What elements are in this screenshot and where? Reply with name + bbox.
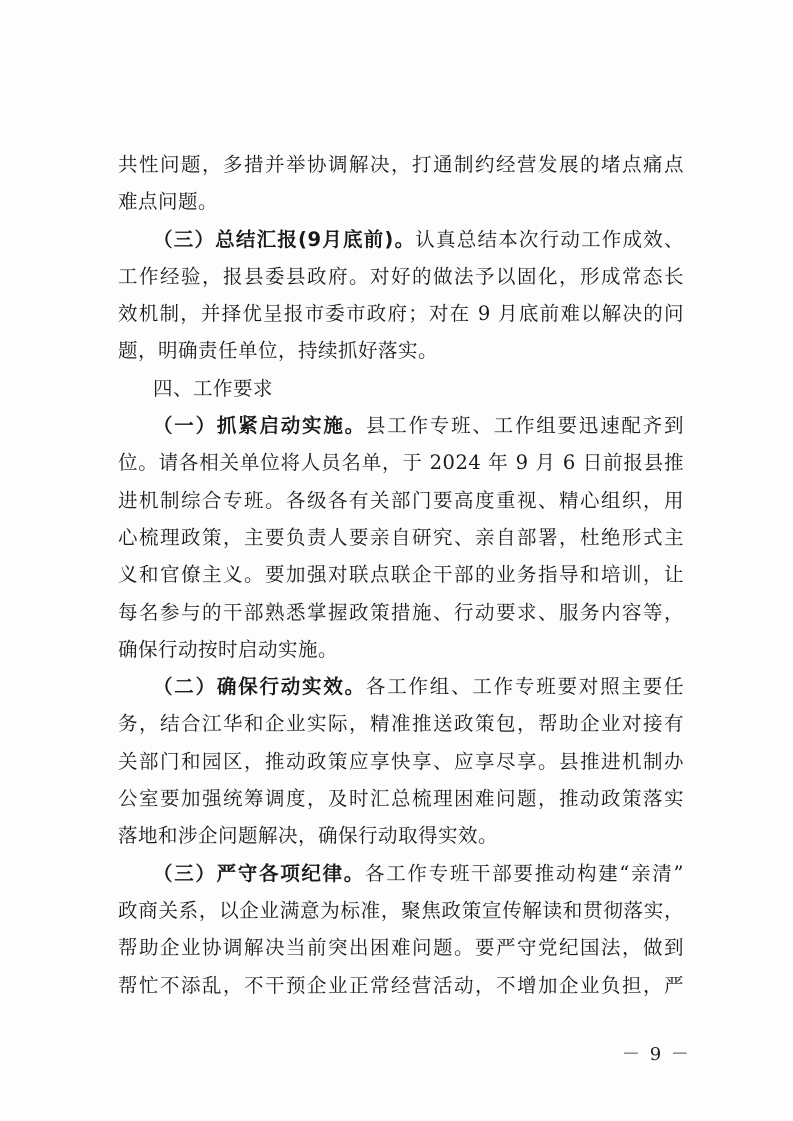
paragraph-first-line <box>118 221 684 258</box>
text-run: 各工作组、工作专班要对照主要任 <box>365 675 684 699</box>
text-line: 公室要加强统筹调度，及时汇总梳理困难问题，推动政策落实 <box>118 787 684 811</box>
text-line: 帮忙不添乱，不干预企业正常经营活动，不增加企业负担，严 <box>118 973 684 997</box>
document-body <box>118 146 684 1004</box>
text-line: 政商关系，以企业满意为标准，聚焦政策宣传解读和贯彻落实， <box>118 898 684 922</box>
text-line: 效机制，并择优呈报市委市政府；对在 9 月底前难以解决的问 <box>118 302 684 326</box>
text-line: 帮助企业协调解决当前突出困难问题。要严守党纪国法，做到 <box>118 936 684 960</box>
paragraph-heading: （一）抓紧启动实施。 <box>153 414 366 438</box>
paragraph-first-line <box>118 407 684 444</box>
text-line: 确保行动按时启动实施。 <box>118 637 339 661</box>
paragraph-first-line <box>118 668 684 705</box>
paragraph-heading: （三）总结汇报(9月底前)。 <box>153 227 416 251</box>
text-line: 进机制综合专班。各级各有关部门要高度重视、精心组织，用 <box>118 488 684 512</box>
text-line: 义和官僚主义。要加强对联点联企干部的业务指导和培训，让 <box>118 563 684 587</box>
text-line: 题，明确责任单位，持续抓好落实。 <box>118 339 439 363</box>
text-run: 县工作专班、工作组要迅速配齐到 <box>365 414 684 438</box>
text-line: 位。请各相关单位将人员名单，于 2024 年 9 月 6 日前报县推 <box>118 451 684 475</box>
text-line: 共性问题，多措并举协调解决，打通制约经营发展的堵点痛点 <box>118 153 684 176</box>
text-line: 工作经验，报县委县政府。对好的做法予以固化，形成常态长 <box>118 264 684 288</box>
paragraph-first-line <box>118 855 684 892</box>
section-title: 四、工作要求 <box>153 376 274 400</box>
text-line: 心梳理政策，主要负责人要亲自研究、亲自部署，杜绝形式主 <box>118 525 684 549</box>
text-line: 每名参与的干部熟悉掌握政策措施、行动要求、服务内容等， <box>118 600 684 624</box>
text-line: 务，结合江华和企业实际，精准推送政策包，帮助企业对接有 <box>118 712 684 736</box>
text-line: 落地和涉企问题解决，确保行动取得实效。 <box>118 824 499 848</box>
text-run: 认真总结本次行动工作成效、 <box>415 227 684 251</box>
paragraph-heading: （三）严守各项纪律。 <box>153 861 366 885</box>
page-number: － 9 － <box>622 1044 691 1065</box>
text-run: 各工作专班干部要推动构建“亲清” <box>365 861 684 885</box>
text-line: 难点问题。 <box>118 190 219 214</box>
paragraph-heading: （二）确保行动实效。 <box>153 675 366 699</box>
text-line: 关部门和园区，推动政策应享快享、应享尽享。县推进机制办 <box>118 749 684 773</box>
